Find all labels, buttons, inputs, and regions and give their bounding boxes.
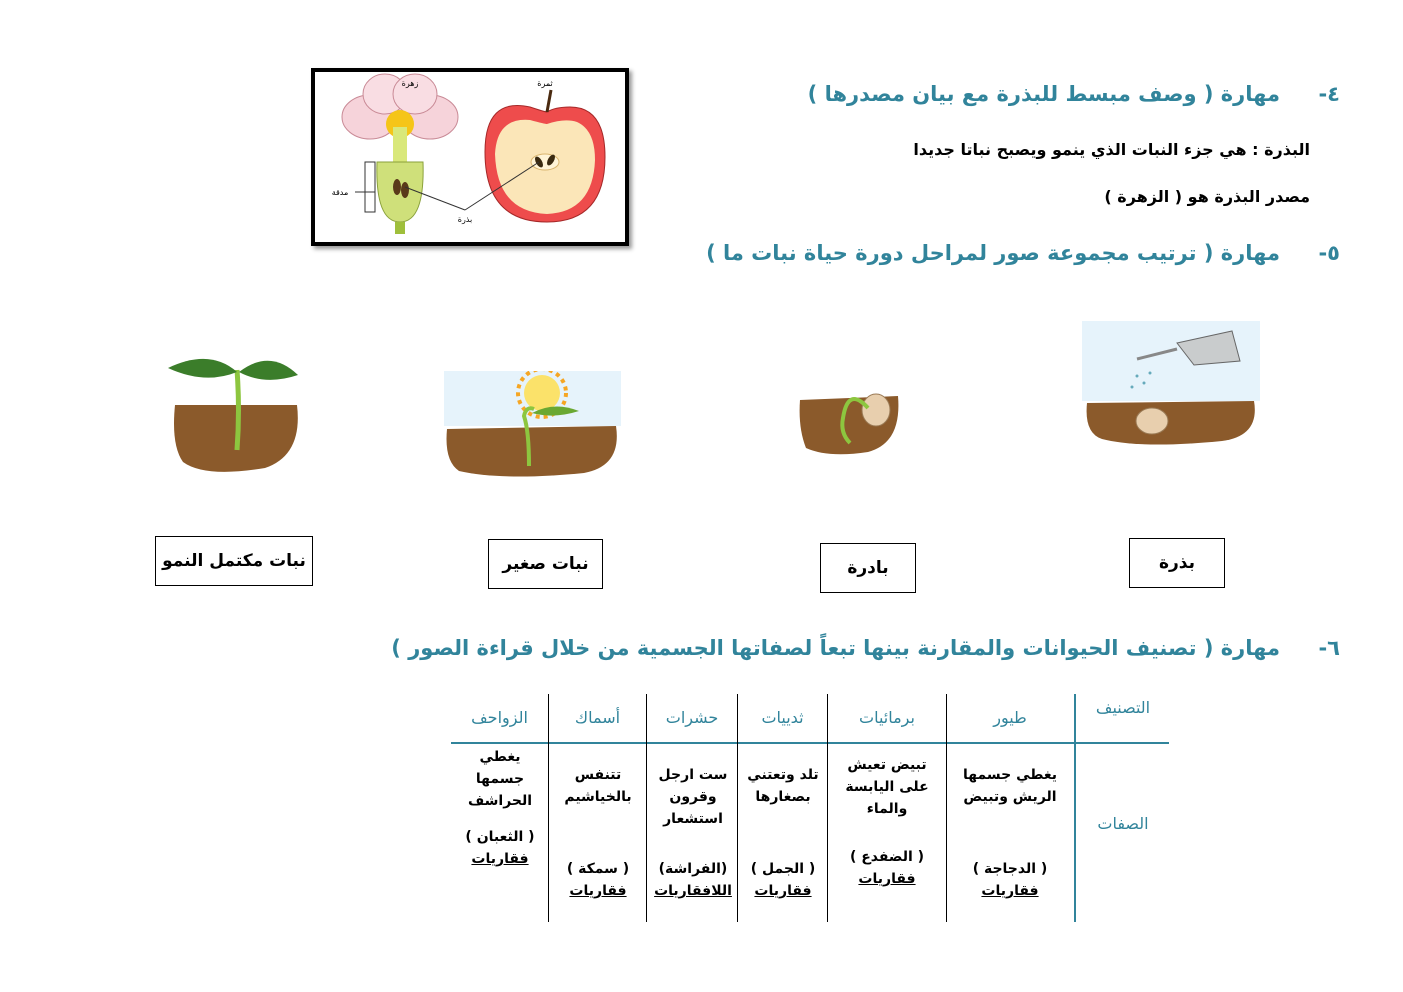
row-header-traits: الصفات xyxy=(1097,814,1149,833)
vertebrate-type: فقاريات xyxy=(754,883,812,899)
seed-stage-image xyxy=(1082,321,1260,446)
stage-label-young-plant: نبات صغير xyxy=(488,539,603,589)
section-number: ٤- xyxy=(1318,82,1340,106)
example-text: ( سمكة ) xyxy=(566,861,630,877)
table-cell xyxy=(744,764,822,902)
stage-label-sprout: بادرة xyxy=(820,543,916,593)
section-6-heading xyxy=(391,636,1340,666)
vertebrate-type: فقاريات xyxy=(858,871,916,887)
seed-label: بذرة xyxy=(457,215,473,224)
trait-text: تبيض تعيش على اليابسة والماء xyxy=(845,757,929,817)
row-header-classification: التصنيف xyxy=(1095,698,1151,717)
section-title: مهارة ( وصف مبسط للبذرة مع بيان مصدرها ) xyxy=(807,82,1280,106)
vertebrate-type: فقاريات xyxy=(569,883,627,899)
example-text: (الفراشة) xyxy=(658,861,728,877)
section-5-heading xyxy=(706,241,1340,271)
mature-plant-stage-image xyxy=(165,350,300,477)
fruit-label: ثمرة xyxy=(537,79,553,88)
example-text: ( الضفدع ) xyxy=(849,849,925,865)
seed-source: مصدر البذرة هو ( الزهرة ) xyxy=(1104,187,1310,206)
trait-text: تلد وتعتني بصغارها xyxy=(747,767,819,805)
column-header: الزواحف xyxy=(471,708,528,727)
example-text: ( الجمل ) xyxy=(750,861,816,877)
vertebrate-type: فقاريات xyxy=(471,851,529,867)
table-cell xyxy=(653,764,733,902)
table-cell xyxy=(560,764,636,902)
flower-illustration xyxy=(342,74,458,234)
column-header: حشرات xyxy=(665,708,719,727)
stage-label-seed: بذرة xyxy=(1129,538,1225,588)
ovary-label: مدقة xyxy=(331,188,349,197)
section-title: مهارة ( ترتيب مجموعة صور لمراحل دورة حياة نبات ما ) xyxy=(706,241,1280,265)
section-4-heading xyxy=(807,82,1340,112)
section-title: مهارة ( تصنيف الحيوانات والمقارنة بينها تبعاً لصفاتها الجسمية من خلال قراءة الصور ) xyxy=(391,636,1280,660)
table-cell xyxy=(842,754,932,890)
trait-text: يغطي جسمها الريش وتبيض xyxy=(962,767,1058,805)
trait-text: ست ارجل وقرون استشعار xyxy=(658,767,728,827)
section-number: ٦- xyxy=(1318,636,1340,660)
stage-label-mature-plant: نبات مكتمل النمو xyxy=(155,536,313,586)
section-number: ٥- xyxy=(1318,241,1340,265)
table-cell xyxy=(462,746,538,870)
table-header-rule xyxy=(451,742,1169,744)
row-header-divider xyxy=(1074,694,1076,922)
column-header: طيور xyxy=(993,708,1027,727)
sprout-stage-image xyxy=(798,388,900,456)
trait-text: تتنفس بالخياشيم xyxy=(564,767,632,805)
vertebrate-type: اللافقاريات xyxy=(654,883,732,899)
example-text: ( الدجاجة ) xyxy=(972,861,1048,877)
column-header: برمائيات xyxy=(859,708,915,727)
column-header: ثدييات xyxy=(761,708,804,727)
young-plant-stage-image xyxy=(444,371,621,478)
column-header: أسماك xyxy=(574,708,621,727)
example-text: ( الثعبان ) xyxy=(465,829,535,845)
table-cell xyxy=(960,764,1060,902)
seed-definition: البذرة : هي جزء النبات الذي ينمو ويصبح نباتا جديدا xyxy=(913,140,1310,159)
flower-fruit-figure xyxy=(311,68,629,246)
vertebrate-type: فقاريات xyxy=(981,883,1039,899)
apple-illustration xyxy=(485,90,605,222)
flower-label: زهرة xyxy=(401,79,419,88)
trait-text: يغطي جسمها الحراشف xyxy=(467,749,533,809)
